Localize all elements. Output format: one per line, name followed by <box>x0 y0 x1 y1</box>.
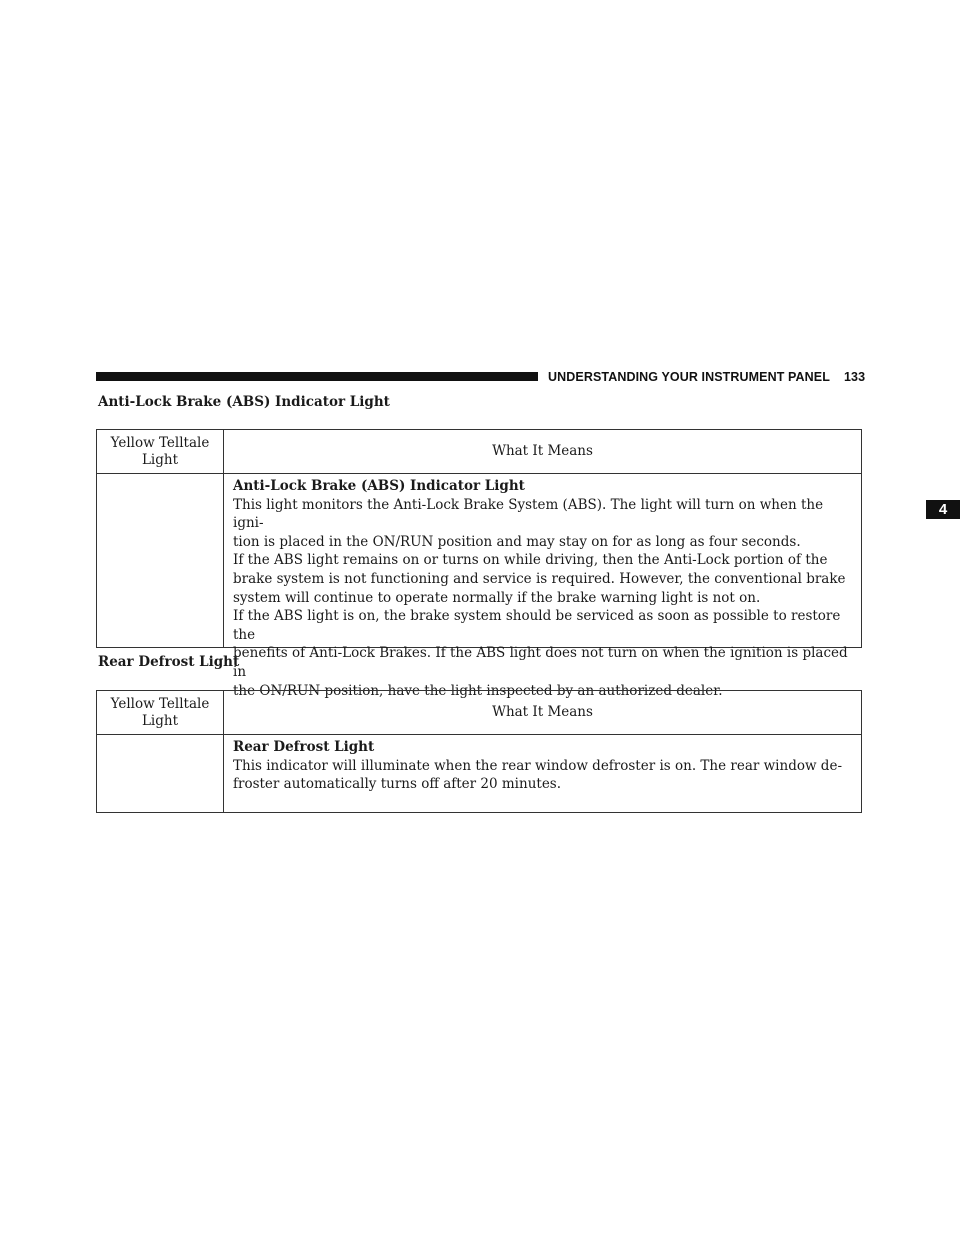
abs-description-line: This light monitors the Anti-Lock Brake System (ABS). The light will turn on when the igni- <box>233 496 824 532</box>
section-heading-rear-defrost: Rear Defrost Light <box>98 654 240 670</box>
abs-description-line: brake system is not functioning and service is required. However, the conventional brake <box>233 570 846 587</box>
section-heading-abs: Anti-Lock Brake (ABS) Indicator Light <box>98 394 390 410</box>
abs-description-cell <box>233 477 855 700</box>
chapter-tab: 4 <box>926 500 960 519</box>
rear-defrost-table <box>96 690 862 813</box>
abs-description-line: system will continue to operate normally if the brake warning light is not on. <box>233 589 761 606</box>
column-divider <box>223 691 224 812</box>
table-header-row <box>97 430 861 474</box>
abs-description-line: benefits of Anti-Lock Brakes. If the ABS light does not turn on when the ignition is placed in <box>233 645 848 680</box>
abs-description-line: the ON/RUN position, have the light inspected by an authorized dealer. <box>233 682 723 699</box>
column-header-telltale: Yellow Telltale Light <box>110 435 210 468</box>
rear-defrost-description-line: This indicator will illuminate when the rear window defroster is on. The rear window de- <box>233 757 843 774</box>
abs-description-line: If the ABS light is on, the brake system should be serviced as soon as possible to restore the <box>233 608 841 643</box>
page-number: 133 <box>843 370 866 384</box>
header-rule <box>96 372 538 381</box>
rear-defrost-description-title: Rear Defrost Light <box>233 739 375 755</box>
abs-telltale-icon-cell <box>97 474 223 647</box>
rear-defrost-description-cell <box>233 738 855 794</box>
abs-description-line: If the ABS light remains on or turns on while driving, then the Anti-Lock portion of the <box>233 552 828 569</box>
running-header <box>548 370 865 384</box>
rear-defrost-description-line: froster automatically turns off after 20 minutes. <box>233 776 562 793</box>
table-header-row <box>97 691 861 735</box>
abs-description-line: tion is placed in the ON/RUN position and may stay on for as long as four seconds. <box>233 533 801 550</box>
column-header-meaning: What It Means <box>492 443 593 459</box>
rear-defrost-telltale-icon-cell <box>97 735 223 812</box>
abs-description-title: Anti-Lock Brake (ABS) Indicator Light <box>233 478 525 494</box>
column-header-meaning: What It Means <box>492 704 593 720</box>
column-header-telltale: Yellow Telltale Light <box>110 696 210 729</box>
column-divider <box>223 430 224 647</box>
header-section-title: UNDERSTANDING YOUR INSTRUMENT PANEL <box>548 370 830 384</box>
